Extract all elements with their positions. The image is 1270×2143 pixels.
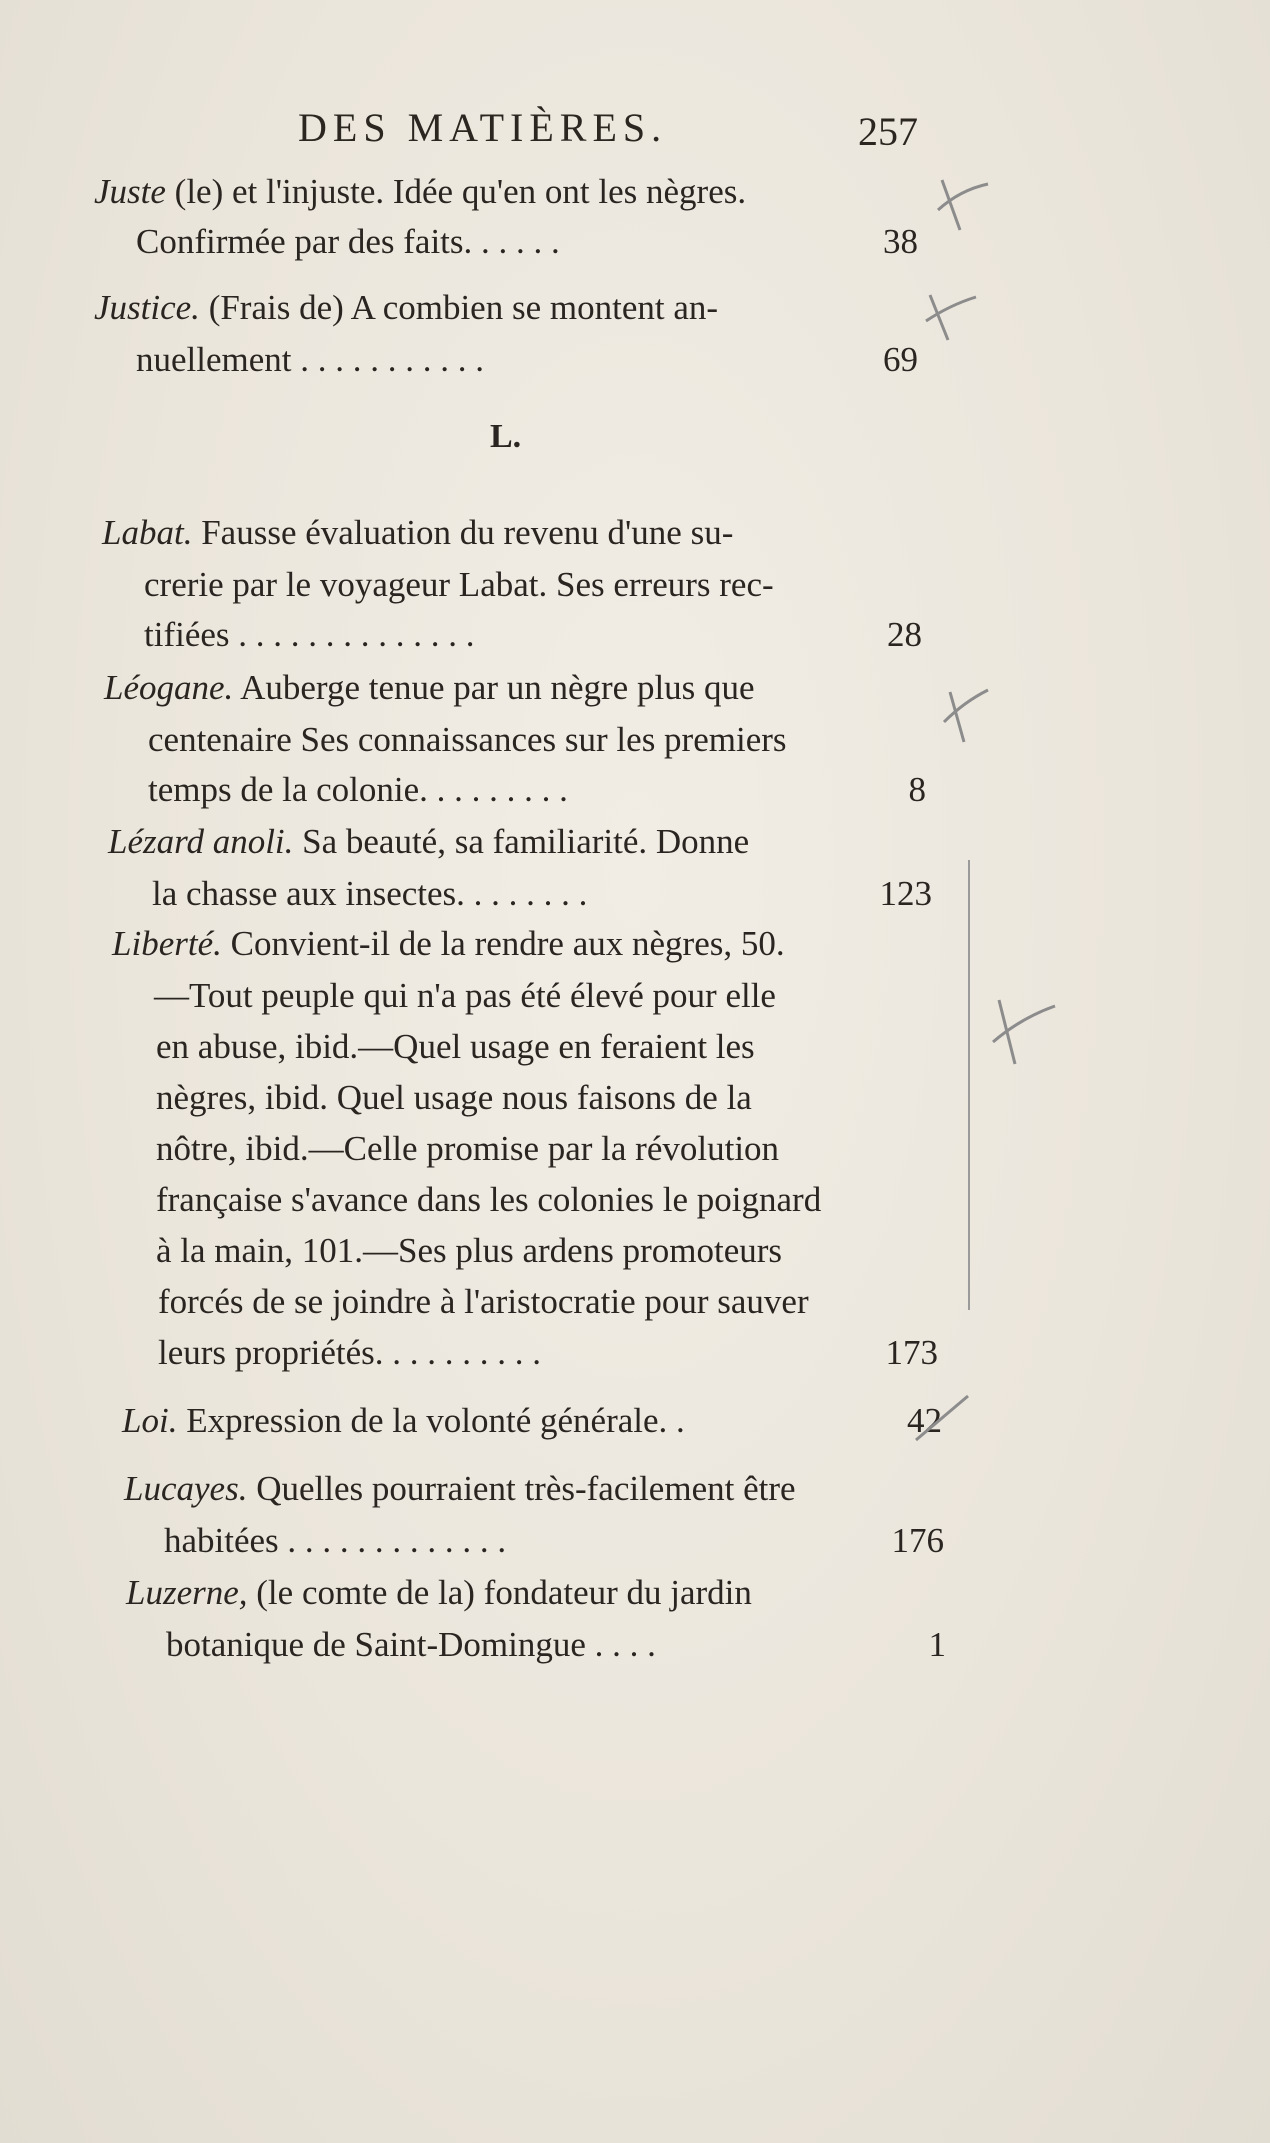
entry-line: Confirmée par des faits. . . . . . <box>136 222 560 261</box>
entry-line: nègres, ibid. Quel usage nous faisons de la <box>156 1078 752 1117</box>
index-entry-lucayes <box>0 1463 1270 1560</box>
letter-heading: L. <box>490 418 522 455</box>
entry-line: (le) et l'injuste. Idée qu'en ont les nègres. <box>174 172 747 211</box>
entry-line: Convient-il de la rendre aux nègres, 50. <box>230 924 785 963</box>
entry-page: 28 <box>887 615 922 654</box>
entry-page: 1 <box>928 1625 946 1664</box>
index-entry-lezard-anoli <box>0 816 1270 913</box>
entry-line: botanique de Saint-Domingue . . . . <box>166 1625 656 1664</box>
entry-page: 69 <box>883 340 918 379</box>
entry-headword: Juste <box>94 172 166 211</box>
entry-line: crerie par le voyageur Labat. Ses erreurs rec- <box>144 565 774 604</box>
entry-line: Quelles pourraient très-facilement être <box>256 1469 796 1508</box>
entry-line: leurs propriétés. . . . . . . . . . <box>158 1333 541 1372</box>
entry-headword: Léogane. <box>104 668 234 707</box>
entry-headword: Lucayes. <box>124 1469 248 1508</box>
entry-line: centenaire Ses connaissances sur les premiers <box>148 720 787 759</box>
index-entry-labat <box>0 507 1270 654</box>
entry-line: tifiées . . . . . . . . . . . . . . <box>144 615 475 654</box>
pencil-mark <box>910 1390 980 1460</box>
entry-line: Sa beauté, sa familiarité. Donne <box>302 822 750 861</box>
entry-line: la chasse aux insectes. . . . . . . . <box>152 874 588 913</box>
entry-headword: Liberté. <box>112 924 222 963</box>
entry-page: 123 <box>879 874 932 913</box>
entry-line: temps de la colonie. . . . . . . . . <box>148 770 568 809</box>
entry-line: (Frais de) A combien se montent an- <box>208 288 719 327</box>
entry-line: Expression de la volonté générale. . <box>186 1401 685 1440</box>
entry-page: 173 <box>885 1333 938 1372</box>
entry-line: forcés de se joindre à l'aristocratie pour sauver <box>158 1282 809 1321</box>
entry-page: 42 <box>907 1401 942 1440</box>
entry-headword: Lézard anoli. <box>108 822 294 861</box>
index-entry-justice <box>0 282 1270 379</box>
margin-bracket-line <box>968 860 970 1310</box>
index-entry-leogane <box>0 662 1270 809</box>
entry-line: nôtre, ibid.—Celle promise par la révolution <box>156 1129 780 1168</box>
entry-line: à la main, 101.—Ses plus ardens promoteurs <box>156 1231 783 1270</box>
entry-line: (le comte de la) fondateur du jardin <box>256 1573 752 1612</box>
entry-line: Auberge tenue par un nègre plus que <box>240 668 755 707</box>
entry-headword: Labat. <box>102 513 193 552</box>
pencil-mark <box>940 680 1000 760</box>
entry-line: en abuse, ibid.—Quel usage en feraient les <box>156 1027 755 1066</box>
entry-line: Fausse évaluation du revenu d'une su- <box>201 513 734 552</box>
pencil-mark <box>920 285 990 355</box>
index-entry-luzerne <box>0 1567 1270 1664</box>
entry-page: 38 <box>883 222 918 261</box>
entry-line: française s'avance dans les colonies le poignard <box>156 1180 822 1219</box>
index-entry-loi <box>0 1395 1270 1455</box>
entry-line: —Tout peuple qui n'a pas été élevé pour elle <box>154 976 776 1015</box>
running-head <box>298 104 918 164</box>
entry-page: 176 <box>891 1521 944 1560</box>
entry-headword: Luzerne, <box>126 1573 248 1612</box>
index-entry-juste <box>0 166 1270 261</box>
index-entry-liberte <box>0 918 1270 1372</box>
pencil-mark <box>930 170 1000 250</box>
entry-page: 8 <box>908 770 926 809</box>
entry-line: nuellement . . . . . . . . . . . <box>136 340 485 379</box>
entry-line: habitées . . . . . . . . . . . . . <box>164 1521 507 1560</box>
pencil-mark <box>985 990 1065 1080</box>
entry-headword: Justice. <box>94 288 200 327</box>
running-title: DES MATIÈRES. <box>298 105 668 150</box>
entry-headword: Loi. <box>122 1401 178 1440</box>
page-number: 257 <box>858 109 918 154</box>
